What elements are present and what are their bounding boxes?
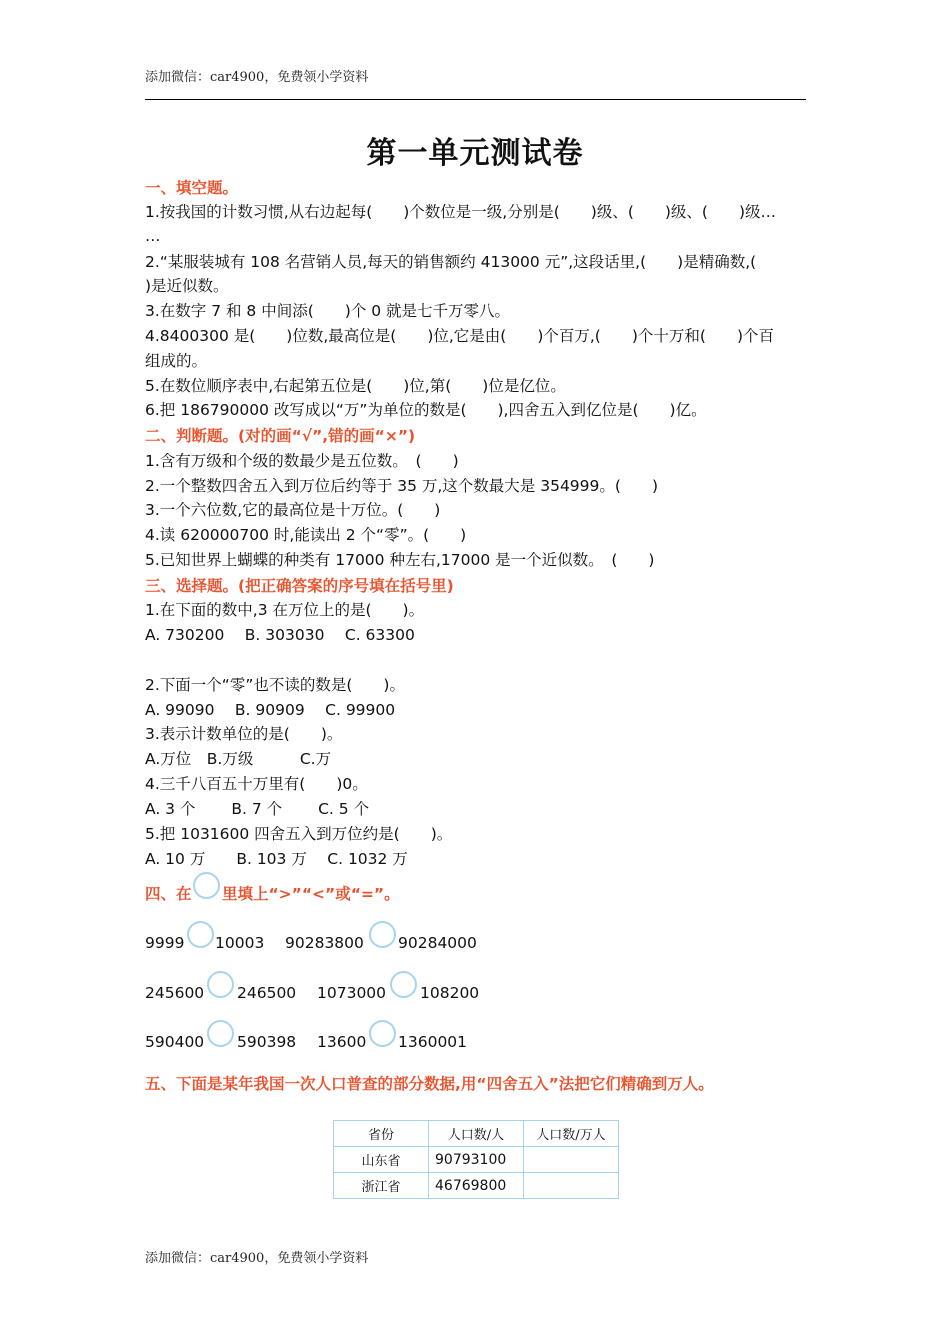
fill-q6: 6.把 186790000 改写成以“万”为单位的数是( ),四舍五入到亿位是( )亿。 [145, 401, 707, 419]
choice-q2: 2.下面一个“零”也不读的数是( )。 [145, 676, 405, 694]
compare-right-5: 590398 [237, 1033, 297, 1051]
table-row [334, 1173, 619, 1199]
compare-left-5: 590400 [145, 1033, 205, 1051]
choice-q1: 1.在下面的数中,3 在万位上的是( )。 [145, 601, 425, 619]
choice-q5: 5.把 1031600 四舍五入到万位约是( )。 [145, 825, 453, 843]
judge-q5: 5.已知世界上蝴蝶的种类有 17000 种左右,17000 是一个近似数。 ( ) [145, 551, 655, 569]
population-table [333, 1120, 619, 1199]
header-divider [145, 99, 806, 100]
choice-q3: 3.表示计数单位的是( )。 [145, 725, 343, 743]
fill-q2-line1: 2.“某服装城有 108 名营销人员,每天的销售额约 413000 元”,这段话里,( )是精确数,( [145, 253, 757, 271]
section-choice-heading: 三、选择题。(把正确答案的序号填在括号里) [145, 577, 454, 595]
choice-q5-options: A. 10 万 B. 103 万 C. 1032 万 [145, 850, 408, 868]
compare-circle-6[interactable] [369, 1020, 396, 1047]
fill-q4-line2: 组成的。 [145, 352, 208, 370]
table-header-row [334, 1121, 619, 1147]
compare-circle-4[interactable] [390, 971, 417, 998]
footer-note: 添加微信：car4900，免费领小学资料 [145, 1251, 369, 1266]
judge-q1: 1.含有万级和个级的数最少是五位数。 ( ) [145, 452, 459, 470]
compare-right-6: 1360001 [398, 1033, 468, 1051]
choice-q4: 4.三千八百五十万里有( )0。 [145, 775, 368, 793]
table-cell-answer[interactable] [524, 1147, 619, 1173]
section-fill-heading: 一、填空题。 [145, 179, 239, 197]
choice-q4-options: A. 3 个 B. 7 个 C. 5 个 [145, 800, 370, 818]
fill-q1-line2: … [145, 227, 161, 245]
judge-q4: 4.读 620000700 时,能读出 2 个“零”。( ) [145, 526, 467, 544]
compare-circle-5[interactable] [207, 1020, 234, 1047]
fill-q2-line2: )是近似数。 [145, 277, 229, 295]
compare-circle-1[interactable] [187, 921, 214, 948]
table-header-province: 省份 [334, 1121, 429, 1147]
table-header-ten-thousand: 人口数/万人 [524, 1121, 619, 1147]
judge-q3: 3.一个六位数,它的最高位是十万位。( ) [145, 501, 441, 519]
section-table-heading: 五、下面是某年我国一次人口普查的部分数据,用“四舍五入”法把它们精确到万人。 [145, 1075, 714, 1093]
fill-q3: 3.在数字 7 和 8 中间添( )个 0 就是七千万零八。 [145, 302, 511, 320]
compare-left-6: 13600 [317, 1033, 367, 1051]
compare-right-1: 10003 [215, 934, 265, 952]
compare-right-4: 108200 [420, 984, 480, 1002]
compare-circle-sample [193, 872, 220, 899]
table-cell-people: 46769800 [429, 1173, 524, 1199]
choice-q1-options: A. 730200 B. 303030 C. 63300 [145, 626, 415, 644]
table-cell-province: 浙江省 [334, 1173, 429, 1199]
fill-q5: 5.在数位顺序表中,右起第五位是( )位,第( )位是亿位。 [145, 377, 566, 395]
table-cell-people: 90793100 [429, 1147, 524, 1173]
fill-q4-line1: 4.8400300 是( )位数,最高位是( )位,它是由( )个百万,( )个十万和( )个百 [145, 327, 775, 345]
compare-left-2: 90283800 [285, 934, 364, 952]
table-row [334, 1147, 619, 1173]
table-header-people: 人口数/人 [429, 1121, 524, 1147]
compare-left-1: 9999 [145, 934, 185, 952]
compare-circle-3[interactable] [207, 971, 234, 998]
table-cell-answer[interactable] [524, 1173, 619, 1199]
section-compare-heading-end: 里填上“>”“<”或“=”。 [222, 885, 400, 903]
choice-q2-options: A. 99090 B. 90909 C. 99900 [145, 701, 396, 719]
compare-right-2: 90284000 [398, 934, 477, 952]
section-compare-heading-start: 四、在 [145, 885, 192, 903]
judge-q2: 2.一个整数四舍五入到万位后约等于 35 万,这个数最大是 354999。( ) [145, 477, 658, 495]
compare-right-3: 246500 [237, 984, 297, 1002]
compare-left-4: 1073000 [317, 984, 387, 1002]
section-judge-heading: 二、判断题。(对的画“√”,错的画“×”) [145, 427, 416, 445]
choice-q3-options: A.万位 B.万级 C.万 [145, 750, 332, 768]
table-cell-province: 山东省 [334, 1147, 429, 1173]
fill-q1-line1: 1.按我国的计数习惯,从右边起每( )个数位是一级,分别是( )级、( )级、( )级… [145, 203, 777, 221]
compare-left-3: 245600 [145, 984, 205, 1002]
page-title: 第一单元测试卷 [366, 136, 584, 171]
header-note: 添加微信：car4900，免费领小学资料 [145, 70, 369, 85]
compare-circle-2[interactable] [369, 921, 396, 948]
